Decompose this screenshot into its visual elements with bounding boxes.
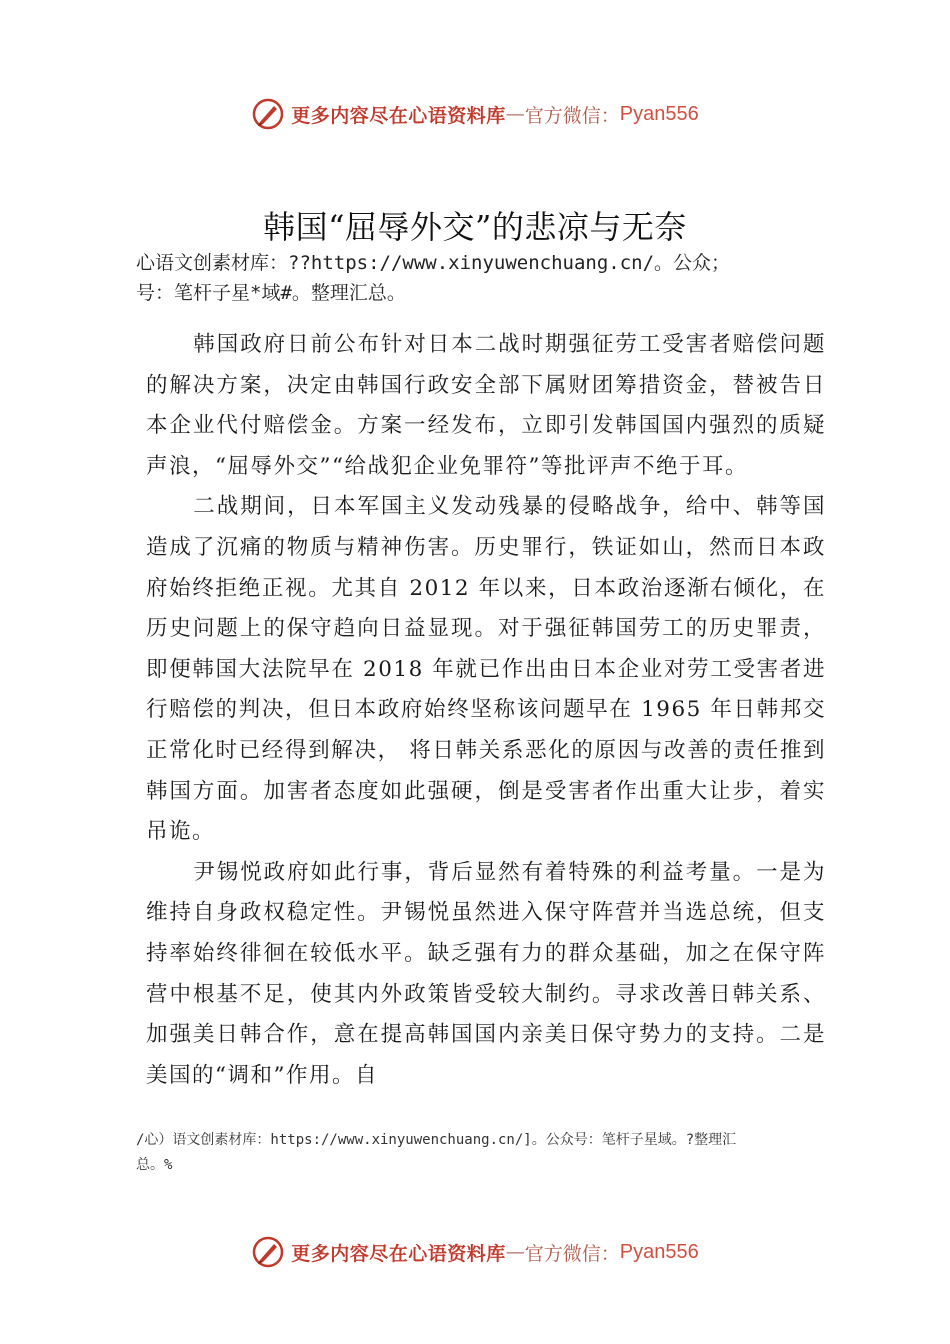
pen-logo-icon (251, 97, 285, 131)
pen-logo-icon (251, 1235, 285, 1269)
banner-separator: — (505, 1241, 525, 1263)
source-note (136, 248, 856, 308)
article-body (146, 325, 826, 1096)
banner-wechat-id: Pyan556 (619, 102, 699, 125)
paragraph: 二战期间，日本军国主义发动残暴的侵略战争，给中、韩等国造成了沉痛的物质与精神伤害。历史罪行，铁证如山，然而日本政府始终拒绝正视。尤其自 2012 年以来，日本政治逐渐右倾化，在历史问题上的保守趋向日益显现。对于强征韩国劳工的历史罪责，即便韩国大法院早在 2018 年就已作出由日本企业对劳工受害者进行赔偿的判决，但日本政府始终坚称该问题早在 1965 年日韩邦交正常化时已经得到解决， 将日韩关系恶化的原因与改善的责任推到韩国方面。加害者态度如此强硬，倒是受害者作出重大让步，着实吊诡。 (146, 494, 826, 845)
banner-separator: — (505, 103, 525, 125)
footnote-line-1: /心）语文创素材库：https://www.xinyuwenchuang.cn/]。公众号：笔杆子星域。?整理汇 (136, 1132, 737, 1148)
footer-banner (0, 1232, 950, 1272)
footnote-line-2: 总。% (136, 1157, 173, 1173)
page-footnote (136, 1128, 846, 1178)
paragraph: 韩国政府日前公布针对日本二战时期强征劳工受害者赔偿问题的解决方案，决定由韩国行政安全部下属财团筹措资金，替被告日本企业代付赔偿金。方案一经发布，立即引发韩国国内强烈的质疑声浪，“屈辱外交”“给战犯企业免罪符”等批评声不绝于耳。 (146, 332, 826, 479)
paragraph: 尹锡悦政府如此行事，背后显然有着特殊的利益考量。一是为维持自身政权稳定性。尹锡悦虽然进入保守阵营并当选总统，但支持率始终徘徊在较低水平。缺乏强有力的群众基础，加之在保守阵营中根基不足，使其内外政策皆受较大制约。寻求改善日韩关系、加强美日韩合作，意在提高韩国国内亲美日保守势力的支持。二是美国的“调和”作用。自 (146, 859, 826, 1088)
banner-wechat-label: 官方微信： (524, 104, 620, 127)
header-banner (0, 94, 950, 134)
banner-promo-text: 更多内容尽在心语资料库 (291, 104, 506, 127)
banner-wechat-id: Pyan556 (619, 1240, 699, 1263)
source-note-line-1: 心语文创素材库：??https://www.xinyuwenchuang.cn/。公众； (136, 252, 731, 274)
source-note-line-2: 号：笔杆子星*域#。整理汇总。 (136, 282, 406, 304)
banner-wechat-label: 官方微信： (524, 1242, 620, 1265)
article-title: 韩国“屈辱外交”的悲凉与无奈 (263, 208, 687, 246)
banner-promo-text: 更多内容尽在心语资料库 (291, 1242, 506, 1265)
